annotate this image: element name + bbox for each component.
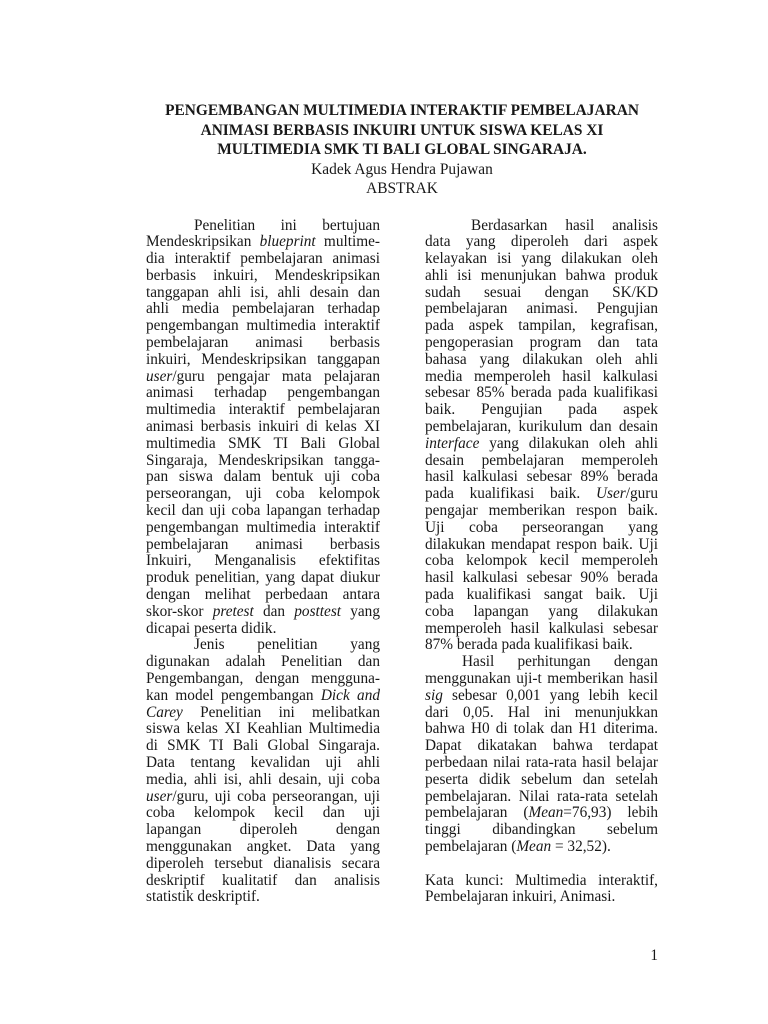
text-line: statistik deskriptif. <box>146 888 260 906</box>
text-line: pengajar memberikan respon baik. <box>425 502 658 520</box>
text-line: diperoleh tersebut dianalisis secara <box>146 854 380 872</box>
text-line: Inkuiri, Menganalisis efektifitas <box>146 552 380 570</box>
text-line: media memperoleh hasil kalkulasi <box>425 367 658 385</box>
text-line: tinggi dibandingkan sebelum <box>425 821 658 839</box>
text-line: di SMK TI Bali Global Singaraja. <box>146 737 380 755</box>
italic-term: user <box>146 367 173 385</box>
text-line: lapangan diperoleh dengan <box>146 821 380 839</box>
text-run: /guru, uji coba perseorangan, uji <box>172 787 380 805</box>
text-line <box>146 369 380 386</box>
text-line: bahwa H0 di tolak dan H1 diterima. <box>425 720 658 738</box>
text-line <box>425 688 658 705</box>
text-line: menggunakan angket. Data yang <box>146 837 380 855</box>
text-line: Berdasarkan hasil analisis <box>471 216 658 234</box>
text-line: siswa kelas XI Keahlian Multimedia <box>146 720 380 738</box>
text-line: media, ahli isi, ahli desain, uji coba <box>146 770 380 788</box>
text-line: Jenis penelitian yang <box>194 636 380 654</box>
text-line: sebesar 85% berada pada kualifikasi <box>425 384 658 402</box>
paper-title-line: ANIMASI BERBASIS INKUIRI UNTUK SISWA KELAS XI <box>200 121 604 139</box>
paper-header <box>100 101 704 199</box>
italic-term: posttest <box>294 602 342 620</box>
text-line: baik. Pengujian pada aspek <box>425 401 658 419</box>
abstract-heading: ABSTRAK <box>366 180 438 198</box>
italic-term: User <box>595 485 626 503</box>
text-line: Pengembangan, dengan mengguna- <box>146 670 380 688</box>
text-line: berbasis inkuiri, Mendeskripsikan <box>146 266 380 284</box>
text-run: yang dilakukan oleh ahli <box>479 434 658 452</box>
text-run: = 32,52). <box>551 837 611 855</box>
text-line: multimedia SMK TI Bali Global <box>146 434 380 452</box>
text-line: pembelajaran, kurikulum dan desain <box>425 418 658 436</box>
text-line: coba kelompok kecil dan uji <box>146 804 380 822</box>
text-run: multime- <box>315 233 380 251</box>
text-line: pada aspek tampilan, kegrafisan, <box>425 317 658 335</box>
abstract-left-column <box>146 218 380 907</box>
author-name: Kadek Agus Hendra Pujawan <box>311 160 493 178</box>
text-line: memperoleh hasil kalkulasi sebesar <box>425 619 658 637</box>
italic-term: pretest <box>212 602 254 620</box>
italic-term: Mean <box>516 837 552 855</box>
text-line: pembelajaran animasi berbasis <box>146 334 380 352</box>
text-line: animasi terhadap pengembangan <box>146 384 380 402</box>
italic-term: Dick and <box>320 686 380 704</box>
text-line: animasi berbasis inkuiri di kelas XI <box>146 418 380 436</box>
text-line: perseorangan, uji coba kelompok <box>146 485 380 503</box>
text-line: desain pembelajaran memperoleh <box>425 451 658 469</box>
text-line: menggunakan uji-t memberikan hasil <box>425 670 658 688</box>
text-line: ahli isi menunjukan bahwa produk <box>425 266 658 284</box>
paper-title-line: MULTIMEDIA SMK TI BALI GLOBAL SINGARAJA. <box>217 141 587 159</box>
text-line: Data tentang kevalidan uji ahli <box>146 754 380 771</box>
text-line: deskriptif kualitatif dan analisis <box>146 871 380 889</box>
text-line: ahli media pembelajaran terhadap <box>146 300 380 318</box>
text-line: pengoperasian program dan tata <box>425 334 658 352</box>
text-line: pembelajaran animasi. Pengujian <box>425 300 658 318</box>
text-line <box>425 486 658 503</box>
italic-term: blueprint <box>259 233 316 251</box>
text-line: multimedia interaktif pembelajaran <box>146 401 380 419</box>
text-line <box>146 234 380 251</box>
page-number: 1 <box>650 946 658 964</box>
text-line: produk penelitian, yang dapat diukur <box>146 569 380 587</box>
text-line: coba kelompok kecil memperoleh <box>425 552 658 570</box>
text-line: sudah sesuai dengan SK/KD <box>425 283 658 301</box>
paper-title-line: PENGEMBANGAN MULTIMEDIA INTERAKTIF PEMBELAJARAN <box>165 102 639 119</box>
text-line: pembelajaran animasi berbasis <box>146 535 380 553</box>
text-run: pada kualifikasi baik. <box>425 485 596 503</box>
text-line: pengembangan multimedia interaktif <box>146 518 380 536</box>
text-line: Penelitian ini bertujuan <box>194 216 380 234</box>
text-line: Uji coba perseorangan yang <box>425 518 658 536</box>
text-line: pengembangan multimedia interaktif <box>146 317 380 335</box>
text-line: pan siswa dalam bentuk uji coba <box>146 468 380 486</box>
text-line: dicapai peserta didik. <box>146 619 277 637</box>
abstract-right-column <box>425 218 658 907</box>
text-run: Penelitian ini melibatkan <box>182 703 380 721</box>
italic-term: sig <box>425 686 443 704</box>
text-line <box>425 436 658 453</box>
text-line: dari 0,05. Hal ini menunjukkan <box>425 703 658 721</box>
text-line: peserta didik sebelum dan setelah <box>425 770 658 788</box>
text-line: Pembelajaran inkuiri, Animasi. <box>425 888 616 906</box>
text-run: Mendeskripsikan <box>146 233 260 251</box>
keywords-paragraph <box>425 873 658 907</box>
text-run: =76,93) lebih <box>563 804 658 822</box>
text-line: data yang diperoleh dari aspek <box>425 233 658 251</box>
text-line: kelayakan isi yang dilakukan oleh <box>425 250 658 268</box>
text-line: hasil kalkulasi sebesar 89% berada <box>425 468 658 486</box>
text-run: pembelajaran ( <box>425 804 529 822</box>
text-run: dan <box>253 602 295 620</box>
text-run: /guru <box>625 485 658 503</box>
text-line: tanggapan ahli isi, ahli desain dan <box>146 283 380 301</box>
text-line: Hasil perhitungan dengan <box>462 653 658 671</box>
text-line <box>425 805 658 822</box>
italic-term: Carey <box>146 703 183 721</box>
text-line: kecil dan uji coba lapangan terhadap <box>146 502 380 520</box>
text-run: /guru pengajar mata pelajaran <box>172 367 380 385</box>
text-run: yang <box>341 602 380 620</box>
text-line <box>146 604 380 621</box>
abstract-paragraph <box>146 637 380 906</box>
text-line: dia interaktif pembelajaran animasi <box>146 250 380 268</box>
text-line: 87% berada pada kualifikasi baik. <box>425 636 633 654</box>
text-line: perbedaan nilai rata-rata hasil belajar <box>425 754 658 771</box>
text-line: Singaraja, Mendeskripsikan tangga- <box>146 451 380 469</box>
italic-term: interface <box>425 434 480 452</box>
italic-term: Mean <box>528 804 564 822</box>
text-line: Dapat dikatakan bahwa terdapat <box>425 737 658 755</box>
text-line: Kata kunci: Multimedia interaktif, <box>425 871 658 889</box>
abstract-paragraph <box>146 218 380 638</box>
text-line: dengan melihat perbedaan antara <box>146 586 380 604</box>
abstract-paragraph <box>425 218 658 655</box>
text-line: dilakukan mendapat respon baik. Uji <box>425 535 658 553</box>
text-line: pada kualifikasi sangat baik. Uji <box>425 586 658 604</box>
text-line: bahasa yang dilakukan oleh ahli <box>425 350 658 368</box>
text-line: pembelajaran. Nilai rata-rata setelah <box>425 787 658 805</box>
text-line <box>146 705 380 722</box>
text-line: hasil kalkulasi sebesar 90% berada <box>425 569 658 587</box>
text-run: pembelajaran ( <box>425 837 517 855</box>
text-line: coba lapangan yang dilakukan <box>425 602 658 620</box>
text-line <box>425 839 658 856</box>
text-run: kan model pengembangan <box>146 686 321 704</box>
abstract-paragraph <box>425 654 658 856</box>
italic-term: user <box>146 787 173 805</box>
text-run: sebesar 0,001 yang lebih kecil <box>442 686 658 704</box>
text-run: skor-skor <box>146 602 213 620</box>
text-line: inkuiri, Mendeskripsikan tanggapan <box>146 350 380 368</box>
text-line <box>146 789 380 806</box>
text-line <box>146 688 380 705</box>
text-line: digunakan adalah Penelitian dan <box>146 653 380 671</box>
